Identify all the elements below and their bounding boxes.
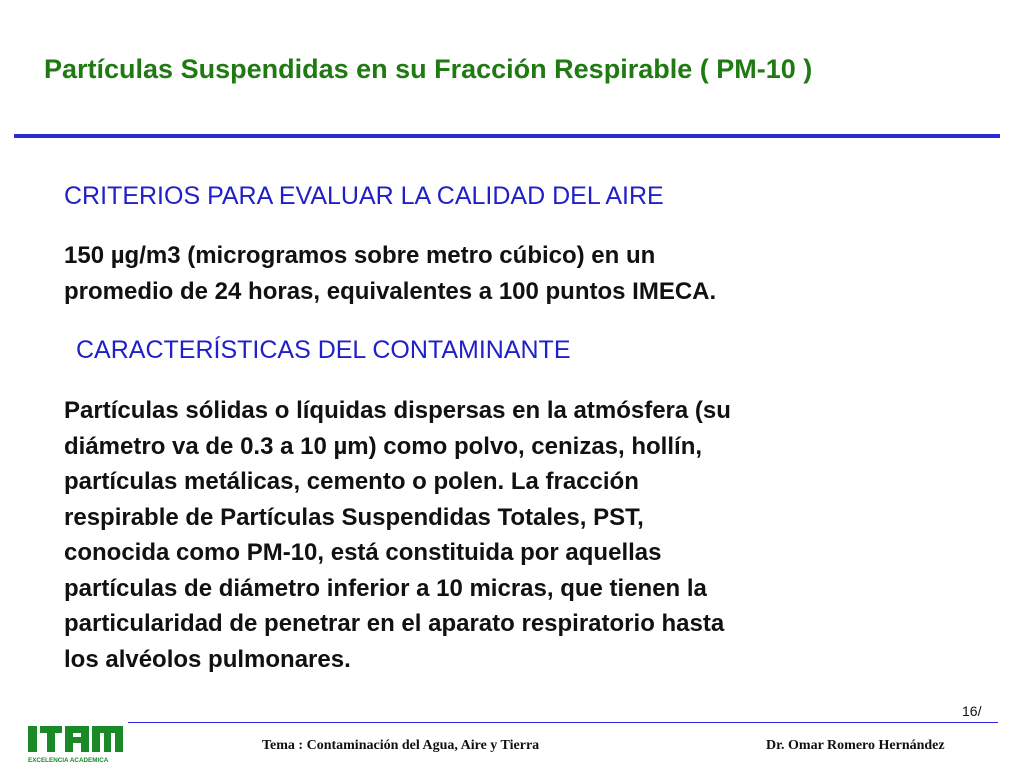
footer-author: Dr. Omar Romero Hernández [766, 738, 945, 753]
slide-title: Partículas Suspendidas en su Fracción Respirable ( PM-10 ) [44, 54, 813, 84]
itam-logo [26, 722, 126, 766]
title-divider [14, 134, 1000, 138]
body-line: respirable de Partículas Suspendidas Totales, PST, [64, 503, 644, 531]
body-line: conocida como PM-10, está constituida por aquellas [64, 539, 662, 566]
logo-tagline: EXCELENCIA ACADEMICA [28, 757, 109, 764]
body-line: 150 µg/m3 (microgramos sobre metro cúbico) en un [64, 242, 656, 269]
section-heading-criterios: CRITERIOS PARA EVALUAR LA CALIDAD DEL AIRE [64, 182, 664, 210]
body-line: promedio de 24 horas, equivalentes a 100 puntos IMECA. [64, 277, 717, 305]
page-number: 16/ [962, 703, 982, 719]
section-body-caracteristicas [64, 393, 964, 677]
body-line: diámetro va de 0.3 a 10 µm) como polvo, cenizas, hollín, [64, 432, 703, 460]
body-line: Partículas sólidas o líquidas dispersas en la atmósfera (su [64, 397, 731, 424]
body-line: partículas metálicas, cemento o polen. La fracción [64, 468, 639, 495]
body-line: partículas de diámetro inferior a 10 micras, que tienen la [64, 574, 707, 602]
body-line: los alvéolos pulmonares. [64, 645, 351, 673]
footer-topic: Tema : Contaminación del Agua, Aire y Tierra [262, 738, 540, 753]
body-line: particularidad de penetrar en el aparato respiratorio hasta [64, 610, 725, 637]
footer-divider [128, 722, 998, 723]
section-heading-caracteristicas: CARACTERÍSTICAS DEL CONTAMINANTE [76, 336, 571, 364]
section-body-criterios [64, 238, 964, 309]
